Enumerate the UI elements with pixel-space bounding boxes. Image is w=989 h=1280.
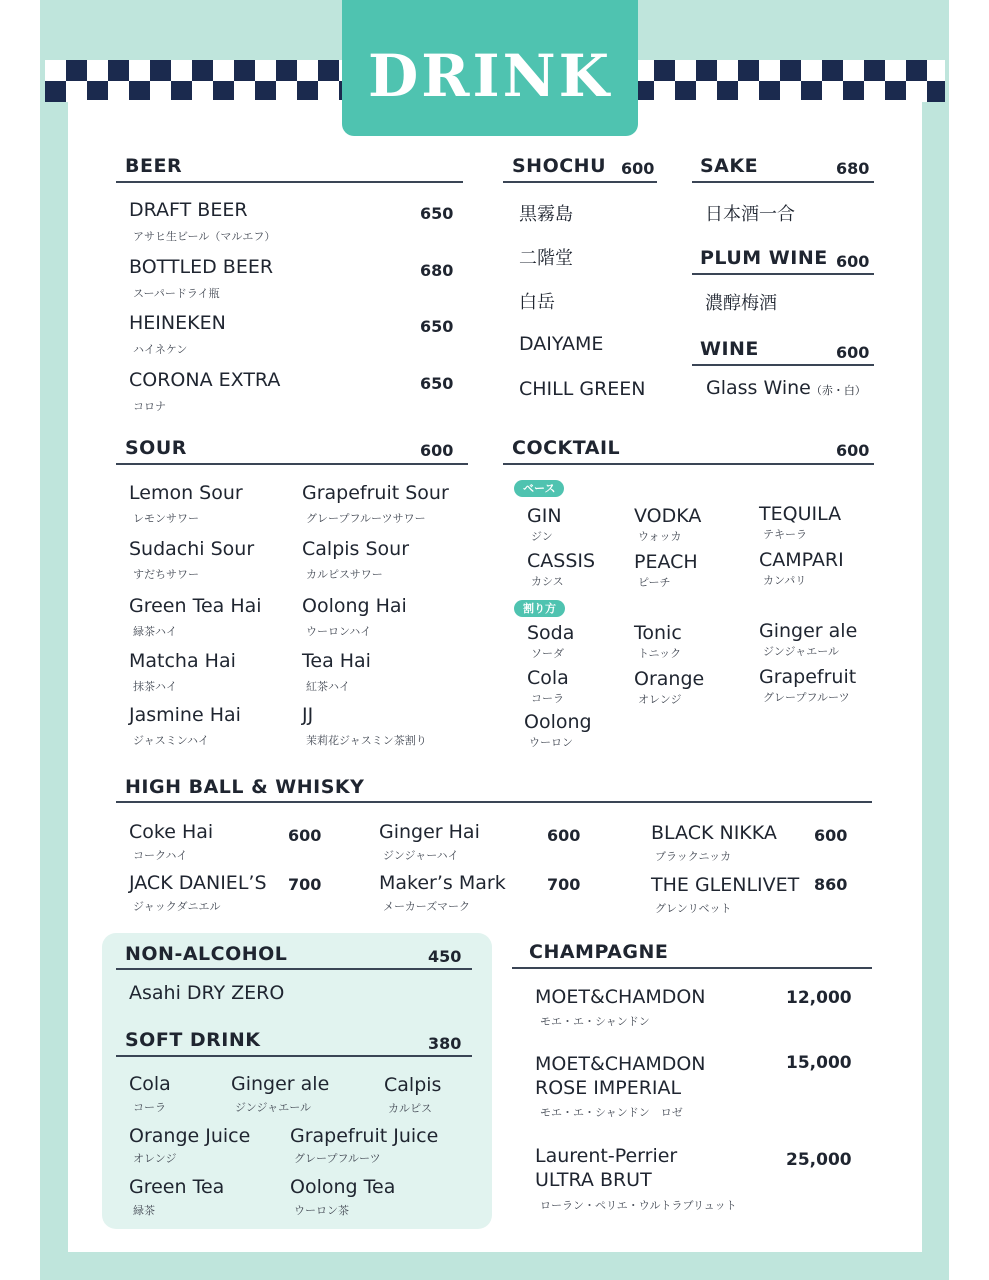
- sour-item-sub: 紅茶ハイ: [306, 680, 350, 693]
- beer-header: BEER: [125, 155, 183, 177]
- highball-rule: [116, 801, 872, 803]
- soft-drink-name: Cola: [129, 1073, 171, 1095]
- soft-drink-sub: カルピス: [388, 1102, 432, 1115]
- cocktail-header: COCKTAIL: [512, 437, 621, 459]
- beer-item-price: 680: [420, 261, 454, 280]
- cocktail-mixer-name: Oolong: [524, 711, 592, 733]
- highball-item-sub: ブラックニッカ: [655, 850, 732, 863]
- highball-item-sub: コークハイ: [133, 849, 188, 862]
- champagne-rule: [512, 967, 872, 969]
- champagne-item-name: MOET&CHAMDON: [535, 1053, 706, 1075]
- sake-header: SAKE: [700, 155, 759, 177]
- beer-item-price: 650: [420, 374, 454, 393]
- plum-wine-item: 濃醇梅酒: [705, 293, 777, 314]
- wine-rule: [692, 364, 874, 366]
- non-alcohol-rule: [116, 968, 472, 970]
- soft-drink-rule: [116, 1055, 472, 1057]
- cocktail-mixer-name: Soda: [527, 622, 575, 644]
- wine-header: WINE: [700, 338, 759, 360]
- cocktail-base-sub: カンパリ: [763, 574, 807, 587]
- cocktail-base-name: PEACH: [634, 551, 698, 573]
- soft-drink-sub: コーラ: [133, 1101, 166, 1114]
- sour-item-sub: 茉莉花ジャスミン茶割り: [306, 734, 427, 747]
- sour-item-name: Tea Hai: [302, 650, 371, 672]
- beer-item-sub: アサヒ生ビール（マルエフ）: [133, 230, 276, 243]
- shochu-rule: [503, 181, 657, 183]
- champagne-header: CHAMPAGNE: [529, 941, 669, 963]
- cocktail-mixer-sub: グレープフルーツ: [763, 691, 850, 704]
- sour-item-name: Jasmine Hai: [129, 704, 241, 726]
- shochu-item: CHILL GREEN: [519, 378, 646, 400]
- cocktail-base-name: TEQUILA: [759, 503, 842, 525]
- sour-item-name: Green Tea Hai: [129, 595, 262, 617]
- sour-item-sub: カルピスサワー: [306, 568, 383, 581]
- highball-item-price: 700: [288, 875, 322, 894]
- cocktail-base-sub: テキーラ: [763, 528, 807, 541]
- sour-item-sub: 緑茶ハイ: [133, 625, 177, 638]
- cocktail-mixer-sub: オレンジ: [638, 693, 682, 706]
- cocktail-mixer-sub: トニック: [638, 647, 682, 660]
- cocktail-rule: [503, 463, 874, 465]
- soft-drink-sub: オレンジ: [133, 1152, 177, 1165]
- beer-item-price: 650: [420, 317, 454, 336]
- beer-rule: [116, 181, 463, 183]
- sour-item-sub: すだちサワー: [133, 568, 199, 581]
- cocktail-base-name: CAMPARI: [759, 549, 844, 571]
- plum-wine-rule: [692, 273, 874, 275]
- soft-drink-sub: ウーロン茶: [294, 1204, 349, 1217]
- soft-drink-name: Oolong Tea: [290, 1176, 396, 1198]
- beer-item-name: DRAFT BEER: [129, 199, 248, 221]
- cocktail-base-sub: カシス: [531, 575, 564, 588]
- highball-item-price: 600: [814, 826, 848, 845]
- cocktail-mixer-sub: コーラ: [531, 692, 564, 705]
- shochu-item: 二階堂: [519, 248, 573, 269]
- wine-price: 600: [836, 343, 870, 362]
- champagne-item-price: 15,000: [786, 1053, 852, 1073]
- soft-drink-price: 380: [428, 1034, 462, 1053]
- sour-item-name: Matcha Hai: [129, 650, 236, 672]
- shochu-price: 600: [621, 159, 655, 178]
- title-tab: [342, 0, 638, 136]
- sour-item-sub: ウーロンハイ: [306, 625, 372, 638]
- highball-item-price: 600: [288, 826, 322, 845]
- cocktail-base-sub: ジン: [531, 530, 553, 543]
- champagne-item-name: Laurent-Perrier: [535, 1145, 678, 1167]
- soft-drink-sub: グレープフルーツ: [294, 1152, 381, 1165]
- soft-drink-sub: 緑茶: [133, 1204, 155, 1217]
- sour-item-sub: ジャスミンハイ: [133, 734, 210, 747]
- wine-item-name: Glass Wine: [706, 377, 811, 399]
- beer-item-name: BOTTLED BEER: [129, 256, 274, 278]
- highball-item-name: BLACK NIKKA: [651, 822, 777, 844]
- cocktail-price: 600: [836, 441, 870, 460]
- sour-price: 600: [420, 441, 454, 460]
- soft-drink-name: Ginger ale: [231, 1073, 330, 1095]
- highball-item-name: Ginger Hai: [379, 821, 480, 843]
- sake-rule: [692, 181, 874, 183]
- soft-drink-name: Grapefruit Juice: [290, 1125, 439, 1147]
- beer-item-price: 650: [420, 204, 454, 223]
- highball-header: HIGH BALL & WHISKY: [125, 776, 365, 798]
- sour-item-sub: グレープフルーツサワー: [306, 512, 426, 525]
- champagne-item-price: 25,000: [786, 1150, 852, 1170]
- sour-item-name: JJ: [302, 704, 314, 726]
- soft-drink-sub: ジンジャエール: [235, 1101, 312, 1114]
- mixer-label-pill: 割り方: [514, 600, 565, 617]
- sour-item-name: Oolong Hai: [302, 595, 407, 617]
- champagne-item-name-line2: ULTRA BRUT: [535, 1169, 652, 1191]
- plum-wine-price: 600: [836, 252, 870, 271]
- cocktail-mixer-name: Tonic: [634, 622, 682, 644]
- shochu-item: 白岳: [519, 292, 555, 313]
- sour-header: SOUR: [125, 437, 187, 459]
- soft-drink-name: Green Tea: [129, 1176, 225, 1198]
- wine-item-note: （赤・白）: [810, 384, 866, 397]
- highball-item-name: Coke Hai: [129, 821, 214, 843]
- beer-item-name: HEINEKEN: [129, 312, 226, 334]
- highball-item-price: 600: [547, 826, 581, 845]
- cocktail-base-sub: ウォッカ: [638, 530, 682, 543]
- champagne-item-sub: ローラン・ペリエ・ウルトラブリュット: [540, 1199, 737, 1212]
- highball-item-sub: ジャックダニエル: [133, 900, 221, 913]
- champagne-item-price: 12,000: [786, 988, 852, 1008]
- non-alcohol-price: 450: [428, 947, 462, 966]
- beer-item-name: CORONA EXTRA: [129, 369, 281, 391]
- highball-item-name: Maker’s Mark: [379, 872, 506, 894]
- plum-wine-header: PLUM WINE: [700, 247, 828, 269]
- sour-item-sub: 抹茶ハイ: [133, 680, 177, 693]
- highball-item-price: 700: [547, 875, 581, 894]
- highball-item-name: THE GLENLIVET: [651, 874, 800, 896]
- beer-item-sub: ハイネケン: [133, 343, 188, 356]
- highball-item-sub: ジンジャーハイ: [383, 849, 459, 862]
- cocktail-mixer-name: Grapefruit: [759, 666, 857, 688]
- soft-drink-header: SOFT DRINK: [125, 1029, 261, 1051]
- highball-item-sub: メーカーズマーク: [383, 900, 471, 913]
- cocktail-mixer-name: Ginger ale: [759, 620, 858, 642]
- shochu-item: 黒霧島: [519, 204, 573, 225]
- highball-item-name: JACK DANIEL’S: [129, 872, 267, 894]
- non-alcohol-item: Asahi DRY ZERO: [129, 982, 285, 1004]
- cocktail-mixer-name: Orange: [634, 668, 705, 690]
- non-alcohol-header: NON-ALCOHOL: [125, 943, 288, 965]
- beer-item-sub: コロナ: [133, 400, 166, 413]
- cocktail-mixer-sub: ウーロン: [529, 736, 573, 749]
- base-label-pill: ベース: [514, 480, 564, 497]
- sour-item-name: Sudachi Sour: [129, 538, 255, 560]
- champagne-item-sub: モエ・エ・シャンドン: [540, 1015, 650, 1028]
- highball-item-sub: グレンリベット: [655, 902, 732, 915]
- cocktail-base-name: VODKA: [634, 505, 702, 527]
- champagne-item-name-line2: ROSE IMPERIAL: [535, 1077, 682, 1099]
- menu-title: DRINK: [367, 42, 613, 110]
- cocktail-mixer-sub: ソーダ: [531, 647, 564, 660]
- sour-rule: [116, 463, 468, 465]
- champagne-item-name: MOET&CHAMDON: [535, 986, 706, 1008]
- sake-item: 日本酒一合: [705, 204, 795, 225]
- highball-item-price: 860: [814, 875, 848, 894]
- cocktail-base-name: CASSIS: [527, 550, 596, 572]
- shochu-header: SHOCHU: [512, 155, 607, 177]
- cocktail-base-sub: ピーチ: [638, 576, 671, 589]
- sour-item-name: Calpis Sour: [302, 538, 410, 560]
- wine-item: [706, 377, 866, 399]
- soft-drink-name: Calpis: [384, 1074, 442, 1096]
- sake-price: 680: [836, 159, 870, 178]
- cocktail-base-name: GIN: [527, 505, 562, 527]
- sour-item-name: Lemon Sour: [129, 482, 243, 504]
- cocktail-mixer-name: Cola: [527, 667, 569, 689]
- cocktail-mixer-sub: ジンジャエール: [763, 645, 840, 658]
- sour-item-name: Grapefruit Sour: [302, 482, 449, 504]
- sour-item-sub: レモンサワー: [133, 512, 199, 525]
- champagne-item-sub: モエ・エ・シャンドン ロゼ: [540, 1106, 683, 1119]
- soft-drink-name: Orange Juice: [129, 1125, 251, 1147]
- beer-item-sub: スーパードライ瓶: [133, 287, 220, 300]
- shochu-item: DAIYAME: [519, 333, 604, 355]
